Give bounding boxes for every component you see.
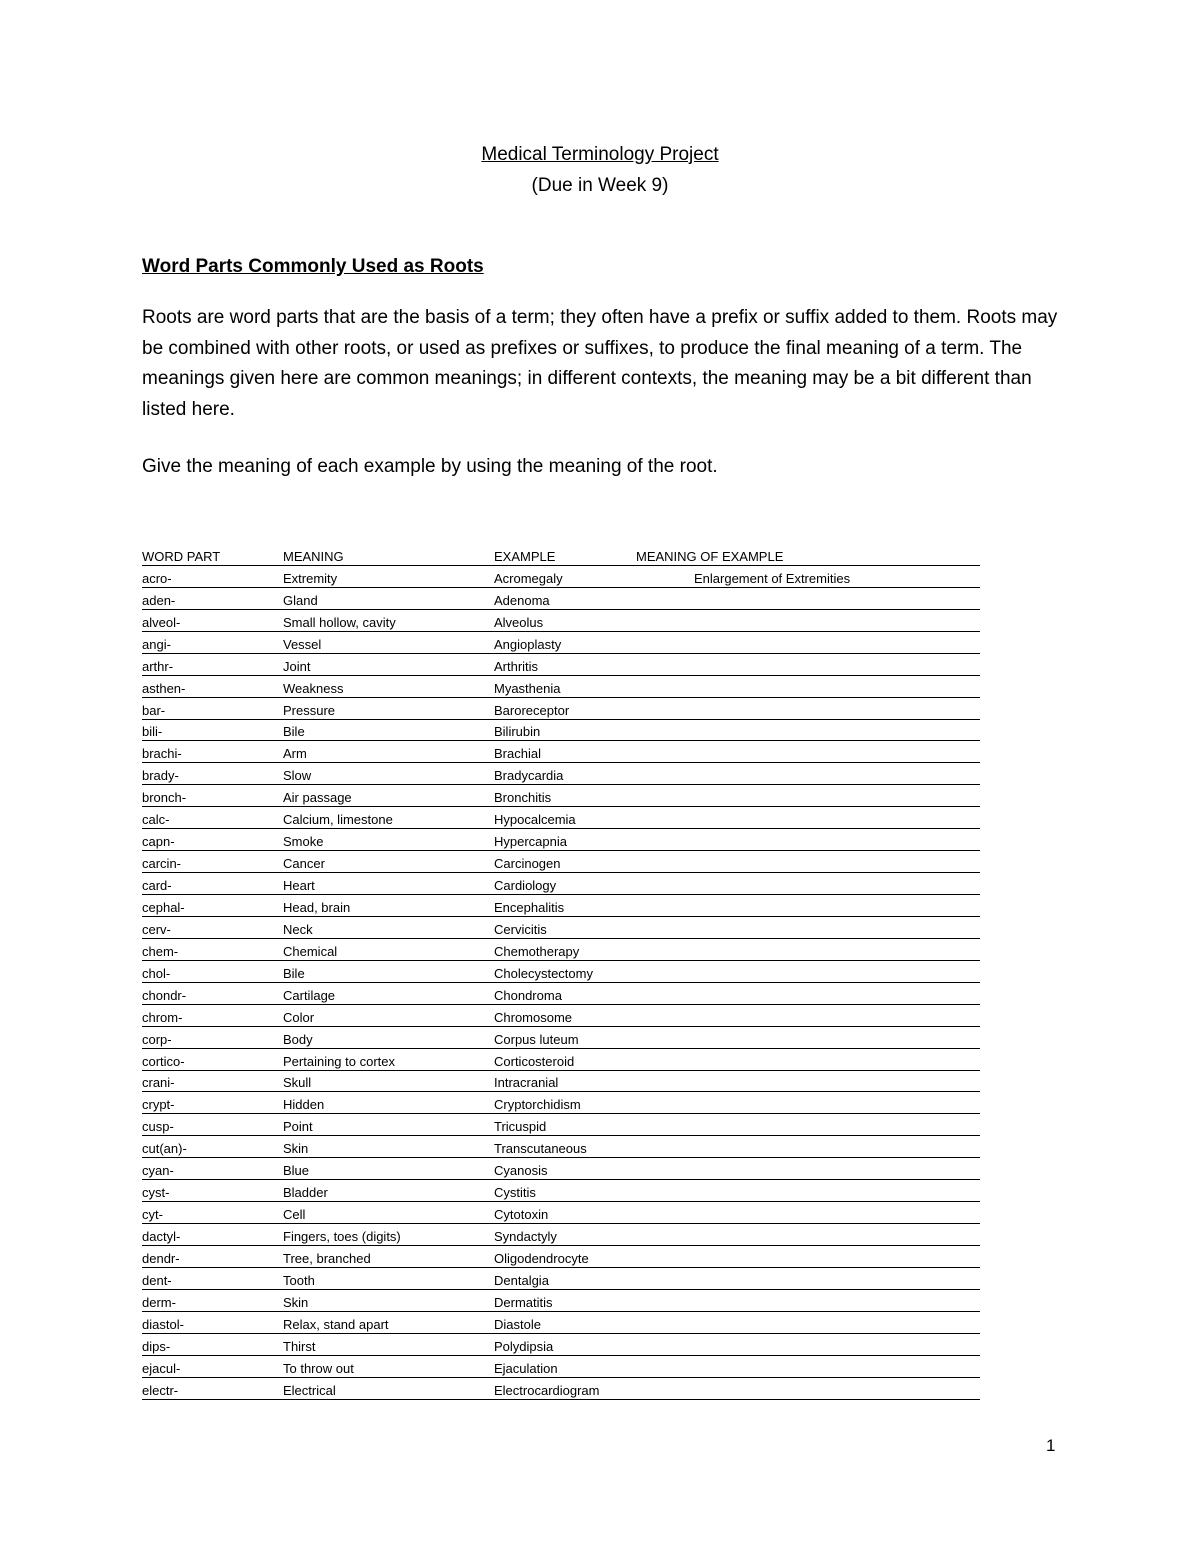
example-cell: Polydipsia: [494, 1338, 554, 1354]
word-part-cell: cyt-: [142, 1207, 163, 1223]
word-part-cell: carcin-: [142, 856, 182, 872]
table-row: [142, 676, 1022, 698]
example-cell: Arthritis: [494, 658, 539, 674]
example-cell: Cytotoxin: [494, 1207, 549, 1223]
table-row: [142, 1071, 1022, 1093]
word-part-cell: corp-: [142, 1031, 172, 1047]
table-row: [142, 873, 1022, 895]
header-word-part: WORD PART: [142, 548, 221, 564]
word-part-cell: crani-: [142, 1075, 175, 1091]
example-cell: Dermatitis: [494, 1294, 553, 1310]
example-cell: Bronchitis: [494, 790, 552, 806]
word-part-cell: ejacul-: [142, 1360, 181, 1376]
example-meaning-field[interactable]: Enlargement of Extremities: [694, 570, 851, 586]
table-row: [142, 785, 1022, 807]
example-cell: Hypocalcemia: [494, 812, 576, 828]
table-row: [142, 566, 1022, 588]
meaning-cell: To throw out: [283, 1360, 354, 1376]
table-row: [142, 1005, 1022, 1027]
word-part-cell: aden-: [142, 592, 176, 608]
word-part-cell: acro-: [142, 570, 172, 586]
table-row: [142, 939, 1022, 961]
word-part-cell: cut(an)-: [142, 1141, 187, 1157]
roots-table: [142, 544, 1022, 1400]
row-underline: [142, 1399, 636, 1400]
table-row: [142, 851, 1022, 873]
meaning-cell: Chemical: [283, 943, 338, 959]
word-part-cell: chem-: [142, 943, 179, 959]
meaning-cell: Bladder: [283, 1185, 328, 1201]
word-part-cell: bronch-: [142, 790, 187, 806]
example-cell: Chondroma: [494, 987, 562, 1003]
meaning-cell: Point: [283, 1119, 313, 1135]
table-row: [142, 1092, 1022, 1114]
meaning-cell: Hidden: [283, 1097, 325, 1113]
example-cell: Brachial: [494, 746, 541, 762]
header-meaning: MEANING: [283, 548, 344, 564]
example-cell: Cervicitis: [494, 921, 547, 937]
table-row: [142, 610, 1022, 632]
meaning-cell: Neck: [283, 921, 313, 937]
example-cell: Acromegaly: [494, 570, 563, 586]
meaning-cell: Bile: [283, 965, 305, 981]
word-part-cell: dips-: [142, 1338, 171, 1354]
page-number: 1: [1046, 1436, 1056, 1455]
meaning-cell: Arm: [283, 746, 307, 762]
example-cell: Cystitis: [494, 1185, 536, 1201]
table-row: [142, 1049, 1022, 1071]
word-part-cell: derm-: [142, 1294, 176, 1310]
table-row: [142, 632, 1022, 654]
table-row: [142, 1158, 1022, 1180]
example-cell: Electrocardiogram: [494, 1382, 600, 1398]
table-row: [142, 1268, 1022, 1290]
meaning-cell: Tooth: [283, 1272, 315, 1288]
word-part-cell: brady-: [142, 768, 179, 784]
table-row: [142, 698, 1022, 720]
example-cell: Cryptorchidism: [494, 1097, 581, 1113]
meaning-cell: Gland: [283, 592, 318, 608]
meaning-cell: Electrical: [283, 1382, 336, 1398]
example-cell: Bilirubin: [494, 724, 541, 740]
meaning-cell: Tree, branched: [283, 1250, 371, 1266]
header-example: EXAMPLE: [494, 548, 556, 564]
word-part-cell: dactyl-: [142, 1229, 181, 1244]
word-part-cell: dent-: [142, 1272, 172, 1288]
example-cell: Baroreceptor: [494, 702, 570, 718]
meaning-cell: Extremity: [283, 570, 338, 586]
word-part-cell: alveol-: [142, 614, 181, 630]
table-row: [142, 1246, 1022, 1268]
table-row: [142, 1114, 1022, 1136]
table-row: [142, 1180, 1022, 1202]
word-part-cell: bili-: [142, 724, 163, 740]
example-cell: Ejaculation: [494, 1360, 558, 1376]
example-cell: Intracranial: [494, 1075, 559, 1091]
example-cell: Tricuspid: [494, 1119, 547, 1135]
meaning-cell: Cartilage: [283, 987, 336, 1003]
table-row: [142, 1356, 1022, 1378]
table-row: [142, 654, 1022, 676]
meaning-cell: Fingers, toes (digits): [283, 1229, 401, 1244]
table-row: [142, 763, 1022, 785]
meaning-cell: Slow: [283, 768, 312, 784]
table-row: [142, 1378, 1022, 1400]
example-cell: Chemotherapy: [494, 943, 580, 959]
example-cell: Corticosteroid: [494, 1053, 575, 1069]
meaning-cell: Thirst: [283, 1338, 316, 1354]
word-part-cell: brachi-: [142, 746, 182, 762]
word-part-cell: calc-: [142, 812, 170, 828]
table-row: [142, 961, 1022, 983]
meaning-cell: Cell: [283, 1207, 306, 1223]
meaning-cell: Weakness: [283, 680, 344, 696]
word-part-cell: diastol-: [142, 1316, 184, 1332]
word-part-cell: cortico-: [142, 1053, 185, 1069]
word-part-cell: chrom-: [142, 1009, 183, 1025]
example-cell: Cyanosis: [494, 1163, 548, 1179]
meaning-cell: Pressure: [283, 702, 336, 718]
table-row: [142, 1312, 1022, 1334]
table-row: [142, 807, 1022, 829]
document-subtitle: (Due in Week 9): [531, 175, 669, 196]
meaning-cell: Skull: [283, 1075, 312, 1091]
section-heading: Word Parts Commonly Used as Roots: [142, 256, 484, 277]
example-cell: Cholecystectomy: [494, 965, 593, 981]
example-cell: Myasthenia: [494, 680, 561, 696]
table-row: [142, 1334, 1022, 1356]
word-part-cell: capn-: [142, 834, 175, 850]
meaning-cell: Body: [283, 1031, 313, 1047]
word-part-cell: bar-: [142, 702, 166, 718]
example-cell: Cardiology: [494, 878, 557, 893]
word-part-cell: cusp-: [142, 1119, 174, 1135]
example-cell: Carcinogen: [494, 856, 561, 872]
table-row: [142, 1136, 1022, 1158]
meaning-cell: Smoke: [283, 834, 324, 850]
table-row: [142, 1202, 1022, 1224]
word-part-cell: dendr-: [142, 1250, 180, 1266]
answer-underline: [636, 1399, 980, 1400]
table-row: [142, 983, 1022, 1005]
document-title: Medical Terminology Project: [481, 144, 719, 165]
example-cell: Oligodendrocyte: [494, 1250, 589, 1266]
meaning-cell: Joint: [283, 658, 311, 674]
meaning-cell: Calcium, limestone: [283, 812, 393, 828]
example-cell: Dentalgia: [494, 1272, 549, 1288]
meaning-cell: Pertaining to cortex: [283, 1053, 396, 1069]
table-row: [142, 1224, 1022, 1246]
instruction-text: Give the meaning of each example by using the meaning of the root.: [142, 456, 718, 477]
meaning-cell: Blue: [283, 1163, 310, 1179]
word-part-cell: card-: [142, 878, 172, 893]
example-cell: Chromosome: [494, 1009, 573, 1025]
meaning-cell: Vessel: [283, 636, 322, 652]
example-cell: Syndactyly: [494, 1229, 557, 1244]
example-cell: Transcutaneous: [494, 1141, 587, 1157]
example-cell: Alveolus: [494, 614, 544, 630]
meaning-cell: Bile: [283, 724, 305, 740]
header-meaning-of-example: MEANING OF EXAMPLE: [636, 548, 784, 564]
table-row: [142, 895, 1022, 917]
meaning-cell: Cancer: [283, 856, 325, 872]
example-cell: Hypercapnia: [494, 834, 567, 850]
word-part-cell: arthr-: [142, 658, 174, 674]
table-header-row: [142, 544, 1022, 566]
word-part-cell: crypt-: [142, 1097, 175, 1113]
meaning-cell: Head, brain: [283, 899, 351, 915]
intro-paragraph: Roots are word parts that are the basis of a term; they often have a prefix or suffix added to them. Roots may be combined with other roots, or used as prefixes or suffixes, to produce the final meaning of a term. The meanings given here are common meanings; in different contexts, the meaning may be a bit different than listed here.: [142, 307, 1058, 420]
table-row: [142, 588, 1022, 610]
word-part-cell: angi-: [142, 636, 171, 652]
word-part-cell: cyan-: [142, 1163, 174, 1179]
meaning-cell: Small hollow, cavity: [283, 614, 396, 630]
meaning-cell: Skin: [283, 1141, 309, 1157]
meaning-cell: Air passage: [283, 790, 352, 806]
word-part-cell: cyst-: [142, 1185, 170, 1201]
example-cell: Encephalitis: [494, 899, 565, 915]
meaning-cell: Relax, stand apart: [283, 1316, 389, 1332]
example-cell: Adenoma: [494, 592, 550, 608]
word-part-cell: chol-: [142, 965, 171, 981]
example-cell: Diastole: [494, 1316, 541, 1332]
word-part-cell: asthen-: [142, 680, 186, 696]
table-row: [142, 1290, 1022, 1312]
word-part-cell: electr-: [142, 1382, 179, 1398]
table-row: [142, 917, 1022, 939]
table-row: [142, 1027, 1022, 1049]
meaning-cell: Heart: [283, 878, 315, 893]
table-row: [142, 741, 1022, 763]
table-row: [142, 829, 1022, 851]
table-row: [142, 720, 1022, 742]
meaning-cell: Color: [283, 1009, 315, 1025]
word-part-cell: cephal-: [142, 899, 185, 915]
table-body: [142, 566, 1022, 1400]
example-cell: Bradycardia: [494, 768, 564, 784]
example-cell: Corpus luteum: [494, 1031, 579, 1047]
example-cell: Angioplasty: [494, 636, 562, 652]
meaning-cell: Skin: [283, 1294, 309, 1310]
word-part-cell: cerv-: [142, 921, 171, 937]
word-part-cell: chondr-: [142, 987, 187, 1003]
